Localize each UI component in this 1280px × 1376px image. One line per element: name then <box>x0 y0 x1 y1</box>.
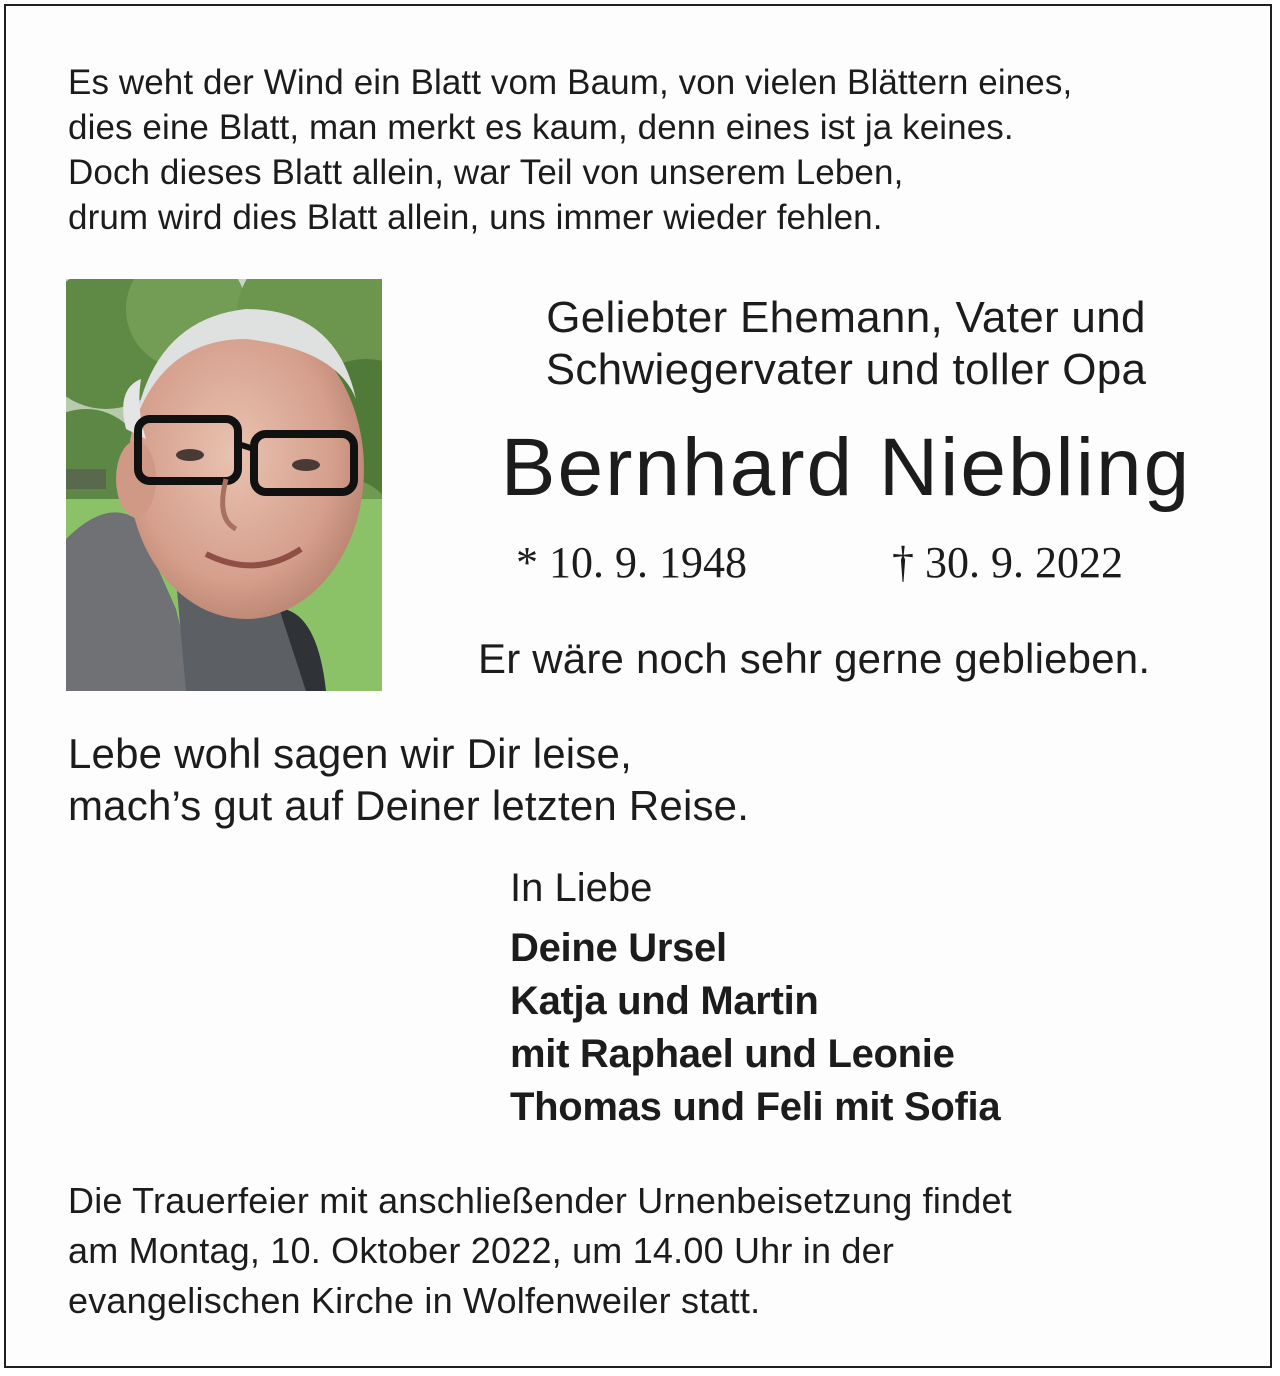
poem-line: Es weht der Wind ein Blatt vom Baum, von vielen Blättern eines, <box>68 63 1073 102</box>
poem-line: Doch dieses Blatt allein, war Teil von unserem Leben, <box>68 153 904 192</box>
tagline: Er wäre noch sehr gerne geblieben. <box>478 635 1151 682</box>
family-signatures <box>510 922 1000 1134</box>
death-date: † 30. 9. 2022 <box>892 538 1123 587</box>
deceased-name: Bernhard Niebling <box>500 422 1192 513</box>
birth-date: * 10. 9. 1948 <box>516 538 747 587</box>
relationship-line: Geliebter Ehemann, Vater und <box>546 293 1146 342</box>
family-member: Katja und Martin <box>510 979 819 1023</box>
farewell-verse <box>68 728 749 832</box>
family-member: Thomas und Feli mit Sofia <box>510 1085 1001 1129</box>
ceremony-line: am Montag, 10. Oktober 2022, um 14.00 Uhr in der <box>68 1230 895 1271</box>
relationship-line: Schwiegervater und toller Opa <box>545 345 1147 394</box>
farewell-line: mach’s gut auf Deiner letzten Reise. <box>68 782 750 829</box>
poem-line: drum wird dies Blatt allein, uns immer wieder fehlen. <box>68 198 883 237</box>
ceremony-line: evangelischen Kirche in Wolfenweiler statt. <box>68 1280 761 1321</box>
signature-intro: In Liebe <box>510 866 653 910</box>
family-member: mit Raphael und Leonie <box>510 1032 955 1076</box>
family-member: Deine Ursel <box>510 926 727 970</box>
poem-line: dies eine Blatt, man merkt es kaum, denn eines ist ja keines. <box>68 108 1014 147</box>
ceremony-line: Die Trauerfeier mit anschließender Urnenbeisetzung findet <box>68 1180 1012 1221</box>
farewell-line: Lebe wohl sagen wir Dir leise, <box>68 730 632 777</box>
deceased-header <box>476 292 1216 514</box>
obituary-notice <box>4 4 1272 1368</box>
ceremony-info <box>68 1176 1012 1326</box>
portrait-photo <box>66 279 382 691</box>
poem <box>68 60 1228 240</box>
